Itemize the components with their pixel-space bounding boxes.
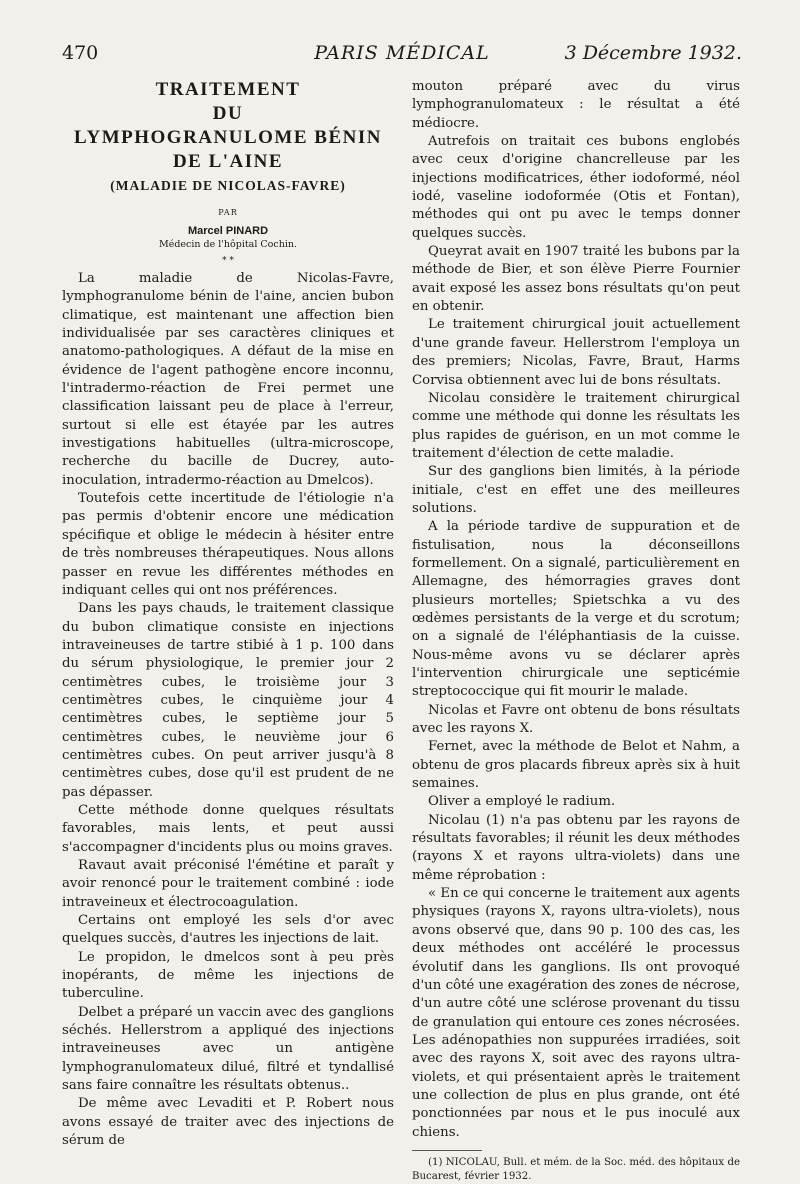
body-paragraph-continued: mouton préparé avec du virus lymphogranulomateux : le résultat a été médiocre. bbox=[412, 79, 740, 131]
body-paragraph: Ravaut avait préconisé l'émétine et paraît y avoir renoncé pour le traitement combiné : iode intraveineux et électrocoagulation. bbox=[62, 858, 394, 910]
body-paragraph: Certains ont employé les sels d'or avec quelques succès, d'autres les injections de lait. bbox=[62, 913, 394, 947]
section-separator: * * bbox=[222, 256, 234, 266]
body-paragraph: Le traitement chirurgical jouit actuellement d'une grande faveur. Hellerstrom l'employa un des premiers; Nicolas, Favre, Braut, Harms Corvisa obtiennent avec lui de bons résultats. bbox=[412, 317, 740, 388]
body-paragraph: Oliver a employé le radium. bbox=[428, 794, 616, 810]
body-paragraph: Nicolau (1) n'a pas obtenu par les rayons de résultats favorables; il réunit les deux méthodes (rayons X et rayons ultra-violets) dans une même réprobation : bbox=[412, 812, 740, 883]
article-title-line: TRAITEMENT bbox=[155, 79, 301, 100]
footnote: (1) NICOLAU, Bull. et mém. de la Soc. méd. des hôpitaux de Bucarest, février 1932. bbox=[412, 1156, 740, 1182]
page-number: 470 bbox=[62, 42, 99, 64]
body-paragraph: De même avec Levaditi et P. Robert nous avons essayé de traiter avec des injections de sérum de bbox=[62, 1096, 394, 1149]
body-paragraph: Queyrat avait en 1907 traité les bubons par la méthode de Bier, et son élève Pierre Fournier avait exposé les assez bons résultats qu'on peut en obtenir. bbox=[412, 244, 740, 315]
body-paragraph: Autrefois on traitait ces bubons englobés avec ceux d'origine chancrelleuse par les injections modificatrices, éther iodoformé, néol iodé, vaseline iodoformée (Otis et Fontan), méthodes qui ont pu avec le temps donner quelques succès. bbox=[412, 134, 740, 241]
footnote-divider bbox=[412, 1150, 482, 1151]
article-title-block bbox=[62, 78, 394, 266]
body-paragraph: A la période tardive de suppuration et de fistulisation, nous la déconseillons formellement. On a signalé, particulièrement en Allemagne, des hémorragies graves dont plusieurs mortelles; Spietschka a vu des œdèmes persistants de la verge et du scrotum; on a signalé de l'éléphantiasis de la cuisse. Nous-même avons vu se déclarer après l'intervention chirurgicale une septicémie streptococcique qui fit mourir le malade. bbox=[412, 519, 740, 700]
page-header bbox=[62, 40, 742, 70]
body-paragraph: La maladie de Nicolas-Favre, lymphogranulome bénin de l'aine, ancien bubon climatique, est maintenant une affection bien individualisée par ses caractères cliniques et anatomo-pathologiques. A défaut de la mise en évidence de l'agent pathogène encore inconnu, l'intradermo-réaction de Frei permet une classification laissant peu de place à l'erreur, surtout si elle est étayée par les autres investigations habituelles (ultra-microscope, recherche du bacille de Ducrey, auto-inoculation, intradermo-réaction au Dmelcos). bbox=[62, 271, 394, 488]
body-paragraph: Delbet a préparé un vaccin avec des ganglions séchés. Hellerstrom a appliqué des injections intraveineuses avec un antigène lymphogranulomateux dilué, filtré et tyndallisé sans faire connaître les résultats obtenus.. bbox=[62, 1004, 394, 1094]
body-paragraph: Le propidon, le dmelcos sont à peu près inopérants, de même les injections de tuberculine. bbox=[62, 949, 394, 1002]
article-title-line: DE L'AINE bbox=[172, 151, 284, 172]
author-name: Marcel PINARD bbox=[187, 225, 269, 237]
body-paragraph: Dans les pays chauds, le traitement classique du bubon climatique consiste en injections intraveineuses de tartre stibié à 1 p. 100 dans du sérum physiologique, le premier jour 2 centimètres cubes, le troisième jour 3 centimètres cubes, le cinquième jour 4 centimètres cubes, le septième jour 5 centimètres cubes, le neuvième jour 6 centimètres cubes. On peut arriver jusqu'à 8 centimètres cubes, dose qu'il est prudent de ne pas dépasser. bbox=[62, 601, 394, 800]
article-title-line: DU bbox=[212, 103, 244, 124]
journal-name: PARIS MÉDICAL bbox=[314, 42, 490, 64]
by-line: PAR bbox=[218, 208, 238, 217]
article-subtitle: (MALADIE DE NICOLAS-FAVRE) bbox=[110, 178, 346, 193]
author-affiliation: Médecin de l'hôpital Cochin. bbox=[158, 239, 298, 250]
body-paragraph: Nicolas et Favre ont obtenu de bons résultats avec les rayons X. bbox=[412, 702, 740, 737]
article-title-line: LYMPHOGRANULOME BÉNIN bbox=[74, 127, 382, 148]
right-column bbox=[412, 78, 740, 1184]
quoted-paragraph: « En ce qui concerne le traitement aux agents physiques (rayons X, rayons ultra-violets), nous avons observé que, dans 90 p. 100 des cas, les deux méthodes ont accéléré le processus évolutif dans les ganglions. Ils ont provoqué d'un côté une exagération des zones de nécrose, d'un autre côté une sclérose provenant du tissu de granulation qui entoure ces zones nécrosées. Les adénopathies non suppurées irradiées, soit avec des rayons X, soit avec des rayons ultra-violets, et qui présentaient après le traitement une collection de plus en plus grande, ont été ponctionnées par nous et le pus inoculé aux chiens. bbox=[412, 886, 740, 1140]
issue-date: 3 Décembre 1932. bbox=[564, 42, 742, 64]
body-paragraph: Toutefois cette incertitude de l'étiologie n'a pas permis d'obtenir encore une médication spécifique et oblige le médecin à hésiter entre de très nombreuses thérapeutiques. Nous allons passer en revue les différentes méthodes en indiquant celles qui ont nos préférences. bbox=[62, 491, 394, 598]
body-paragraph: Cette méthode donne quelques résultats favorables, mais lents, et peut aussi s'accompagner d'incidents plus ou moins graves. bbox=[62, 802, 394, 855]
left-column bbox=[62, 78, 394, 1151]
body-paragraph: Nicolau considère le traitement chirurgical comme une méthode qui donne les résultats les plus rapides de guérison, en un mot comme le traitement d'élection de cette maladie. bbox=[412, 390, 740, 461]
body-paragraph: Sur des ganglions bien limités, à la période initiale, c'est en effet une des meilleures solutions. bbox=[412, 464, 740, 516]
body-paragraph: Fernet, avec la méthode de Belot et Nahm, a obtenu de gros placards fibreux après six à huit semaines. bbox=[412, 739, 740, 792]
